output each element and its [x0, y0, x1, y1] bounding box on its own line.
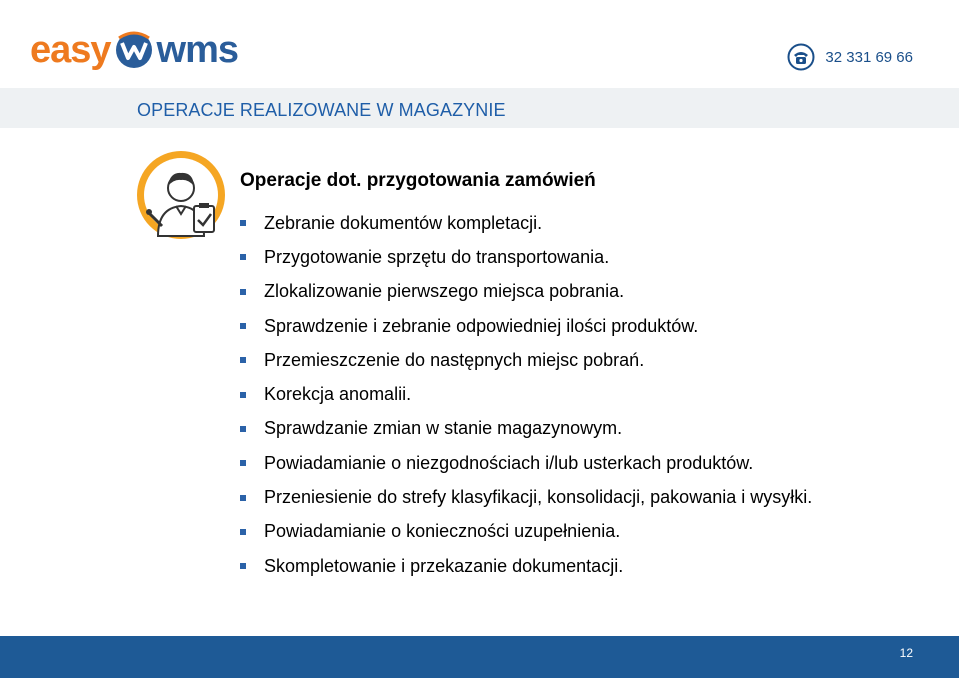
list-item	[240, 309, 812, 343]
list-item-text: Przemieszczenie do następnych miejsc pobrań.	[264, 349, 645, 370]
phone-number: 32 331 69 66	[825, 48, 913, 66]
phone-contact	[787, 43, 913, 71]
list-item-text: Przeniesienie do strefy klasyfikacji, konsolidacji, pakowania i wysyłki.	[264, 487, 813, 508]
list-item	[240, 412, 812, 446]
square-bullet-icon	[240, 254, 246, 260]
page-number: 12	[899, 646, 913, 660]
list-item-text: Zebranie dokumentów kompletacji.	[264, 212, 543, 233]
list-item	[240, 377, 812, 411]
square-bullet-icon	[240, 495, 246, 501]
logo-easy-text: easy	[30, 29, 111, 71]
list-item	[240, 240, 812, 274]
telephone-icon	[787, 43, 815, 71]
list-item	[240, 206, 812, 240]
square-bullet-icon	[240, 460, 246, 466]
square-bullet-icon	[240, 323, 246, 329]
list-item	[240, 275, 812, 309]
square-bullet-icon	[240, 357, 246, 363]
page-title: OPERACJE REALIZOWANE W MAGAZYNIE	[137, 100, 506, 120]
square-bullet-icon	[240, 289, 246, 295]
list-item-text: Powiadamianie o konieczności uzupełnienia.	[264, 521, 621, 542]
list-item-text: Sprawdzanie zmian w stanie magazynowym.	[264, 418, 623, 439]
list-item	[240, 446, 812, 480]
list-item-text: Skompletowanie i przekazanie dokumentacji.	[264, 555, 624, 576]
logo-wms-text: wms	[156, 29, 239, 71]
section-title: Operacje dot. przygotowania zamówień	[240, 170, 596, 191]
footer	[0, 636, 959, 678]
list-item-text: Korekcja anomalii.	[264, 384, 412, 405]
list-item	[240, 343, 812, 377]
list-item-text: Powiadamianie o niezgodnościach i/lub usterkach produktów.	[264, 452, 754, 473]
square-bullet-icon	[240, 529, 246, 535]
list-item	[240, 549, 812, 583]
operations-list	[240, 206, 812, 583]
square-bullet-icon	[240, 392, 246, 398]
list-item	[240, 515, 812, 549]
list-item	[240, 480, 812, 514]
easywms-logo	[30, 30, 238, 70]
square-bullet-icon	[240, 220, 246, 226]
warehouse-worker-clipboard-icon	[136, 148, 226, 243]
list-item-text: Sprawdzenie i zebranie odpowiedniej ilości produktów.	[264, 315, 699, 336]
square-bullet-icon	[240, 563, 246, 569]
list-item-text: Zlokalizowanie pierwszego miejsca pobrania.	[264, 281, 625, 302]
wms-logo-mark-icon	[113, 30, 155, 70]
square-bullet-icon	[240, 426, 246, 432]
title-bar	[0, 88, 959, 128]
header	[0, 0, 959, 88]
list-item-text: Przygotowanie sprzętu do transportowania.	[264, 246, 610, 267]
